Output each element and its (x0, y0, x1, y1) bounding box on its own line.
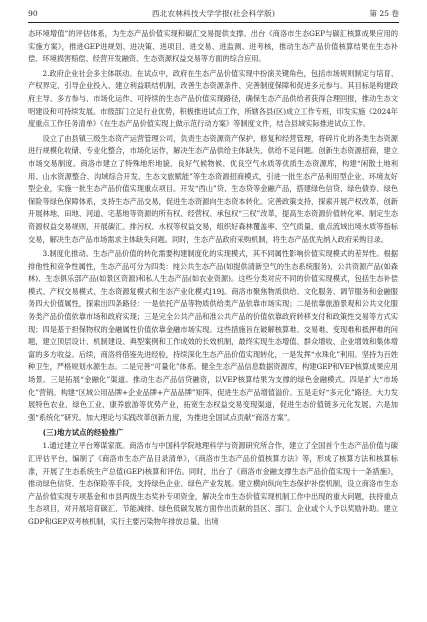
paragraph: 1.通过建立平台筹谋家底。商洛市与中国科学院地理科学与资源研究所合作，建立了全国首个生态产品价值与碳汇评估平台，编制了《商洛市生态产品目录清单》，《商洛市生态产品价值核算方法》等，形成了核算方法和核算标准，开展了生态系统生产总值(GEP)核算和评估。同时，出台了《商洛市金融支撑生态产品价值实现十一条措施》，推动绿色信贷、生态保险等手段，支持绿色企业、绿色产业发展。建立横向纵向生态保护补偿机制，设立商洛市生态产品价值实现专项基金和市县两级生态奖补专项资金，解决全市生态价值实现机制工作中出现的重大问题，扶持重点生态项目，对开展培育碳汇、节能减排、绿色低碳发展方面作出贡献的县区、部门、企业或个人予以奖励补助。建立GDP和GEP双考核机制，实行主要污染物年排放总量、出境 (28, 441, 398, 526)
volume-label: 第 25 卷 (369, 9, 399, 18)
page-number: 90 (28, 9, 38, 18)
section-heading: (三)地方试点的经验推广 (42, 428, 124, 438)
paragraph: 3.制度化推动。生态产品价值的转化需要构建制度化的实现模式，其不同属性影响价值实现模式的差异性。根据排他性和竞争性属性，生态产品可分为四类：纯公共生态产品(如提供清新空气的生态系统服务)、公共资源产品(如森林)、生态俱乐部产品(如景区资源)和私人生态产品(如农业资源)。这些分类对应不同的价值实现模式，包括生态补偿模式、产权交易模式、生态资源复模式和生态产业化模式[19]。商洛市聚焦物质供给、文化服务、调节服务和金融服务四大价值属性，探索出四条路径：一是依托产品等物质供给类产品依靠市场实现；二是依靠旅游景观和公共文化服务类产品价值依靠市场和政府实现；三是完全公共产品和准公共产品的价值依靠政府转移支付和政策性交易等方式实现；四是基于担保物权的金融属性价值依靠金融市场实现。这些措施旨在破解核算难、交易难、变现难和抵押难的问题，建立顶层设计、机制建设、典型案例和工作成效的长效机制，最终实现生态增值、群众增收、企业增效和集体增富的多方收益。后续，商洛将借鉴先进经验，持续深化生态产品价值实现转化，一是发挥“水珠化”利用。坚持为百姓种卫生，严格规划水源生态。二是完善“可量化”体系。健全生态产品信息数据资源库，构建GEP和VEP核算成果应用场景。三是拓展“金融化”渠道。推动生态产品信贷融资，以VEP核算结果为支撑的绿色金融模式。四是扩大“市场化”营销。构建“区域公用品牌+企业品牌+产品品牌”矩阵，促进生态产品增值溢价。五是走好“多元化”路径。大力发展特色农业、绿色工业、康养旅游等优势产业，拓宽生态权益交易变现渠道，促进生态价值链多元化发展。六是加强“系统化”研究。加大理论与实践改革创新力度，为推进全国试点贡献“商洛方案”。 (28, 249, 398, 422)
paragraph: 2.政府企业社会多主体联动。在试点中，政府在生态产品价值实现中扮演关键角色，包括市场规则制定与培育、产权界定、引导企业投入、建立利益联结机制、改善生态资源条件、完善制度保障和促进多元参与。其目标是构建政府主导、多方参与、市场化运作、可持续的生态产品价值实现路径，确保生态产品供给者获得合理回报，推动生态文明建设和可持续发展。市级部门立足行业优势，积极推进试点工作，所辖各县(区)成立工作专班，印发实施《2024年度重点工作任务清单》《在生态产品价值实现上做示范行动方案》等制度文件，结合县域实际推进试点工作。 (28, 68, 398, 129)
running-header (28, 6, 399, 23)
paragraph: 态环境增值”的评估体系，为生态产品价值实现和碳汇交易提供支撑。出台《商洛市生态GEP与碳汇核算成果应用的实施方案》，推进GEP进规划、进决策、进项目、进交易、进监测、进考核，推动生态产品价值核算结果在生态补偿、环境损害赔偿、经营开发融资、生态资源权益交易等方面的综合应用。 (28, 29, 398, 64)
paragraph: 设立了由县镇三级生态资产运营管理公司，负责生态资源资产保护，修复和经营管理，将碎片化的各类生态资源进行规模化收储、专业化整合，市场化运作，解决生态产品供给主体缺失、供给不足问题。创新生态资源招商，建立市场交易制度。商洛市建立了特殊地形地貌、良好气候物候、优良空气水质等优质生态资源库，构建“闲散土地利用、山水资源整合、沟域综合开发、生态文旅赋能”等生态资源招商模式，引进一批生态产品利用型企业、环境友好型企业，实施一批生态产品价值实现重点项目。开发“西山”贷、生态贷等金融产品，搭建绿色信贷、绿色债券、绿色保险等绿色保障体系，支持生态产品交易，促进生态资源向生态资本转化。完善政策支持，探索开展产权改革，创新开展林地、田地、河道、宅基地等资源的所有权、经营权、承包权“三权”改革，提高生态资源价值转化率。制定生态资源权益交易规则，开展碳汇、排污权、水权等权益交易，组织好森林覆盖率、空气质量、重点流域出境水质等指标交易，解决生态产品市场需求主体缺失问题。同时，生态产品政府采购机制，将生态产品优先纳入政府采购目录。 (28, 133, 398, 244)
article-body (28, 28, 398, 531)
journal-title: 西北农林科技大学学报(社会科学版) (151, 9, 276, 18)
